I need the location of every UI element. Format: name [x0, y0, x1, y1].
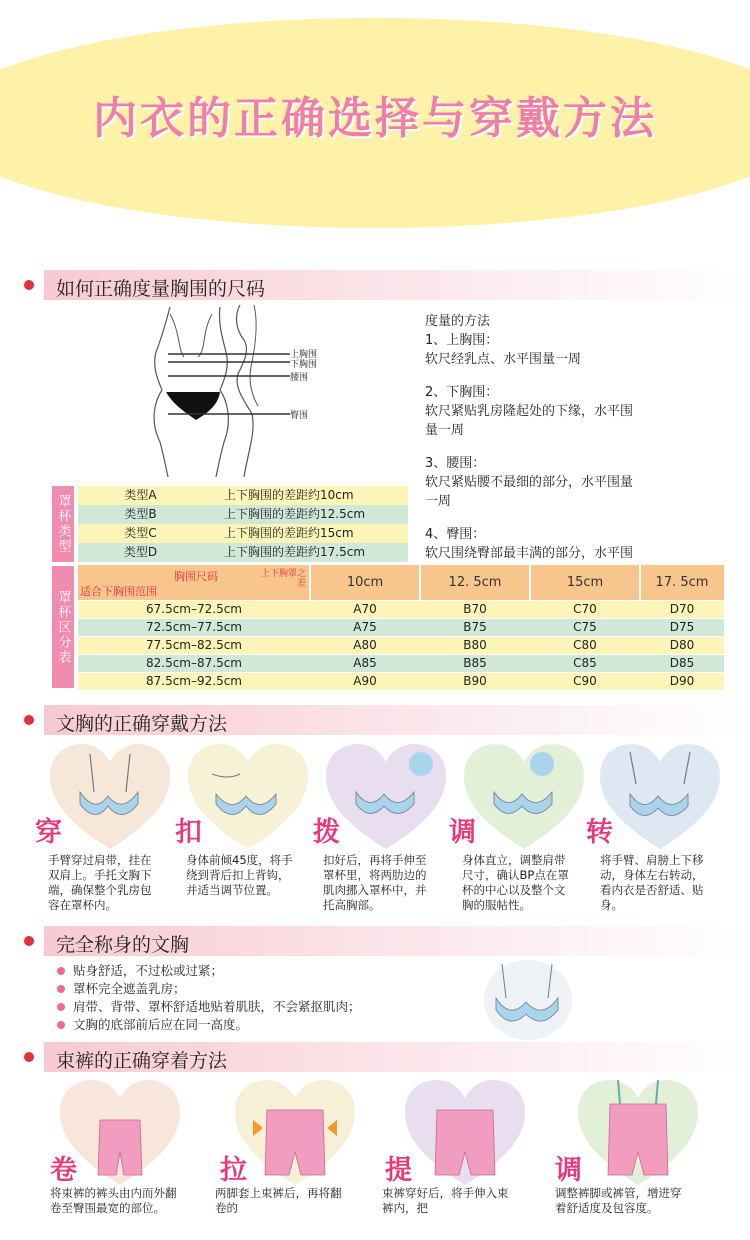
method-2-line: 量一周 [425, 423, 465, 438]
size-cell: A90 [353, 674, 377, 688]
shapewear-desc-4: 调整裤脚或裤管，增进穿 着舒适度及包容度。 [555, 1186, 682, 1215]
size-cell: D75 [669, 620, 695, 634]
range-cell: 82.5cm–87.5cm [145, 656, 242, 670]
step-char-adjust: 调 [449, 817, 476, 848]
method-3-line: 软尺紧贴腰不最细的部分，水平围量 [425, 475, 634, 490]
size-cell: D85 [669, 656, 695, 670]
list-item: 贴身舒适，不过松或过紧； [55, 962, 361, 980]
size-cell: C85 [573, 656, 597, 670]
step-char-hook: 扣 [175, 817, 202, 848]
section-heading-fit [0, 926, 750, 956]
size-cell: D80 [669, 638, 695, 652]
size-cell: C75 [573, 620, 597, 634]
corner-label-right: 上下胸罩之差 [260, 569, 306, 589]
method-3-name: 3、腰围： [425, 456, 486, 471]
side-body-outline [237, 305, 254, 477]
size-cell: D70 [669, 602, 695, 616]
size-cell: C70 [573, 602, 597, 616]
list-item: 罩杯完全遮盖乳房； [55, 980, 361, 998]
cup-type-desc: 上下胸围的差距约17.5cm [224, 545, 366, 559]
method-1-name: 1、上胸围： [425, 333, 499, 348]
label-hip: 臀围 [290, 411, 309, 421]
page-title: 内衣的正确选择与穿戴方法 [93, 93, 657, 144]
cup-type-name: 类型B [124, 507, 157, 521]
column-header: 10cm [346, 575, 384, 590]
column-header: 12. 5cm [448, 575, 502, 590]
section-heading-bra-wear [0, 705, 750, 735]
heart-step-3-image [326, 744, 446, 849]
method-1-line: 软尺经乳点、水平围量一周 [425, 352, 582, 367]
size-cell: C80 [573, 638, 597, 652]
step-char-roll: 卷 [50, 1155, 77, 1186]
range-cell: 77.5cm–82.5cm [145, 638, 242, 652]
range-cell: 72.5cm–77.5cm [145, 620, 242, 634]
shapewear-desc-1: 将束裤的裤头由内而外翻 卷至臀围最宽的部位。 [50, 1186, 177, 1215]
bullet-dot-icon [24, 1052, 34, 1062]
bullet-dot-icon [24, 715, 34, 725]
step-desc-5: 将手臂、肩膀上下移 动，身体左右转动， 看内衣是否舒适、贴 身。 [600, 853, 704, 912]
column-header: 15cm [566, 575, 604, 590]
section-heading-label: 束裤的正确穿着方法 [56, 1050, 228, 1072]
heart-step-5-image [600, 744, 720, 849]
measure-title: 度量的方法 [425, 314, 491, 329]
step-desc-2: 身体前倾45度，将手 绕到背后扣上背钩， 并适当调节位置。 [186, 853, 293, 897]
section-heading-shapewear [0, 1042, 750, 1072]
size-cell: B90 [463, 674, 487, 688]
size-cell: A70 [353, 602, 377, 616]
step-char-adjust-in: 拨 [313, 817, 340, 848]
side-body-outline-back [250, 305, 258, 406]
size-cell: B80 [463, 638, 487, 652]
method-3-line: 一周 [425, 494, 452, 509]
table-row [78, 637, 724, 654]
size-cell: B75 [463, 620, 487, 634]
corner-label-top: 胸围尺码 [174, 570, 218, 583]
size-cell: D90 [669, 674, 695, 688]
cup-type-desc: 上下胸围的差距约12.5cm [224, 507, 366, 521]
heart-shapewear-1-image [60, 1080, 180, 1185]
cup-type-name: 类型D [123, 545, 158, 559]
table-row [78, 543, 408, 562]
header-dividers [78, 565, 724, 600]
shapewear-step-hearts [0, 1076, 750, 1186]
cup-type-name: 类型C [124, 526, 157, 540]
bullet-dot-icon [24, 280, 34, 290]
list-item: 肩带、背带、罩杯舒适地贴着肌肤，不会紧抠肌肉； [55, 998, 361, 1016]
fit-bullet-list [55, 962, 361, 1034]
heart-shapewear-4-image [578, 1080, 698, 1185]
step-desc-3: 扣好后，再将手伸至 罩杯里，将两肋边的 肌肉挪入罩杯中，并 托高胸部。 [323, 853, 427, 912]
size-cell: B85 [463, 656, 487, 670]
body-measurement-figure [140, 302, 320, 477]
step-char-pull: 拉 [220, 1155, 247, 1186]
section-heading-measure [0, 270, 750, 300]
cup-type-side-label: 罩杯类型 [52, 486, 74, 562]
table-row [78, 505, 408, 524]
heart-shapewear-3-image [405, 1080, 525, 1185]
method-2-line: 软尺紧贴乳房隆起处的下缘，水平围 [425, 404, 634, 419]
cup-type-desc: 上下胸围的差距约15cm [224, 526, 354, 540]
section-heading-label: 完全称身的文胸 [56, 934, 190, 956]
fitted-bra-image [482, 958, 574, 1042]
bullet-dot-icon [24, 936, 34, 946]
shapewear-desc-2: 两脚套上束裤后，再将翻 卷的 [215, 1186, 342, 1215]
column-header: 17. 5cm [655, 575, 709, 590]
range-cell: 87.5cm–92.5cm [145, 674, 242, 688]
heart-step-2-image [188, 744, 308, 849]
label-under-bust: 下胸围 [290, 360, 318, 370]
size-cell: A85 [353, 656, 377, 670]
range-cell: 67.5cm–72.5cm [145, 602, 242, 616]
size-cell: B70 [463, 602, 487, 616]
section-heading-label: 如何正确度量胸围的尺码 [56, 278, 266, 300]
table-row [78, 673, 724, 690]
cup-type-desc: 上下胸围的差距约10cm [224, 488, 354, 502]
label-waist: 腰围 [290, 373, 309, 383]
size-cell: A80 [353, 638, 377, 652]
size-table-side-label: 罩杯区分表 [52, 566, 74, 688]
section-heading-label: 文胸的正确穿戴方法 [56, 713, 228, 735]
corner-label-bottom: 适合下胸围范围 [80, 585, 157, 598]
size-cell: A75 [353, 620, 377, 634]
front-arm-outline [170, 314, 212, 357]
shapewear-desc-3: 束裤穿好后，将手伸入束 裤内，把 [382, 1186, 509, 1215]
step-char-wear: 穿 [35, 817, 62, 848]
heart-shapewear-2-image [235, 1080, 355, 1185]
step-char-adjust: 调 [555, 1155, 582, 1186]
heart-step-1-image [50, 744, 170, 849]
table-row [78, 601, 724, 618]
size-cell: C90 [573, 674, 597, 688]
method-4-line: 软尺围绕臀部最丰满的部分，水平围 [425, 546, 634, 561]
cup-type-name: 类型A [124, 488, 157, 502]
step-char-lift: 提 [385, 1155, 412, 1186]
method-4-name: 4、臀围： [425, 527, 486, 542]
bra-step-hearts [0, 740, 750, 850]
label-upper-bust: 上胸围 [290, 350, 318, 360]
step-desc-4: 身体直立，调整肩带 尺寸，确认BP点在罩 杯的中心以及整个文 胸的服帖性。 [462, 853, 569, 912]
list-item: 文胸的底部前后应在同一高度。 [55, 1016, 361, 1034]
step-desc-1: 手臂穿过肩带，挂在 双肩上。手托文胸下 端，确保整个乳房包 容在罩杯内。 [48, 853, 152, 912]
table-row [78, 524, 408, 543]
step-char-turn: 转 [586, 817, 613, 848]
table-row [78, 655, 724, 672]
method-2-name: 2、下胸围： [425, 385, 499, 400]
table-row [78, 619, 724, 636]
briefs-shape [166, 392, 220, 420]
table-row [78, 486, 408, 505]
heart-step-4-image [464, 744, 584, 849]
